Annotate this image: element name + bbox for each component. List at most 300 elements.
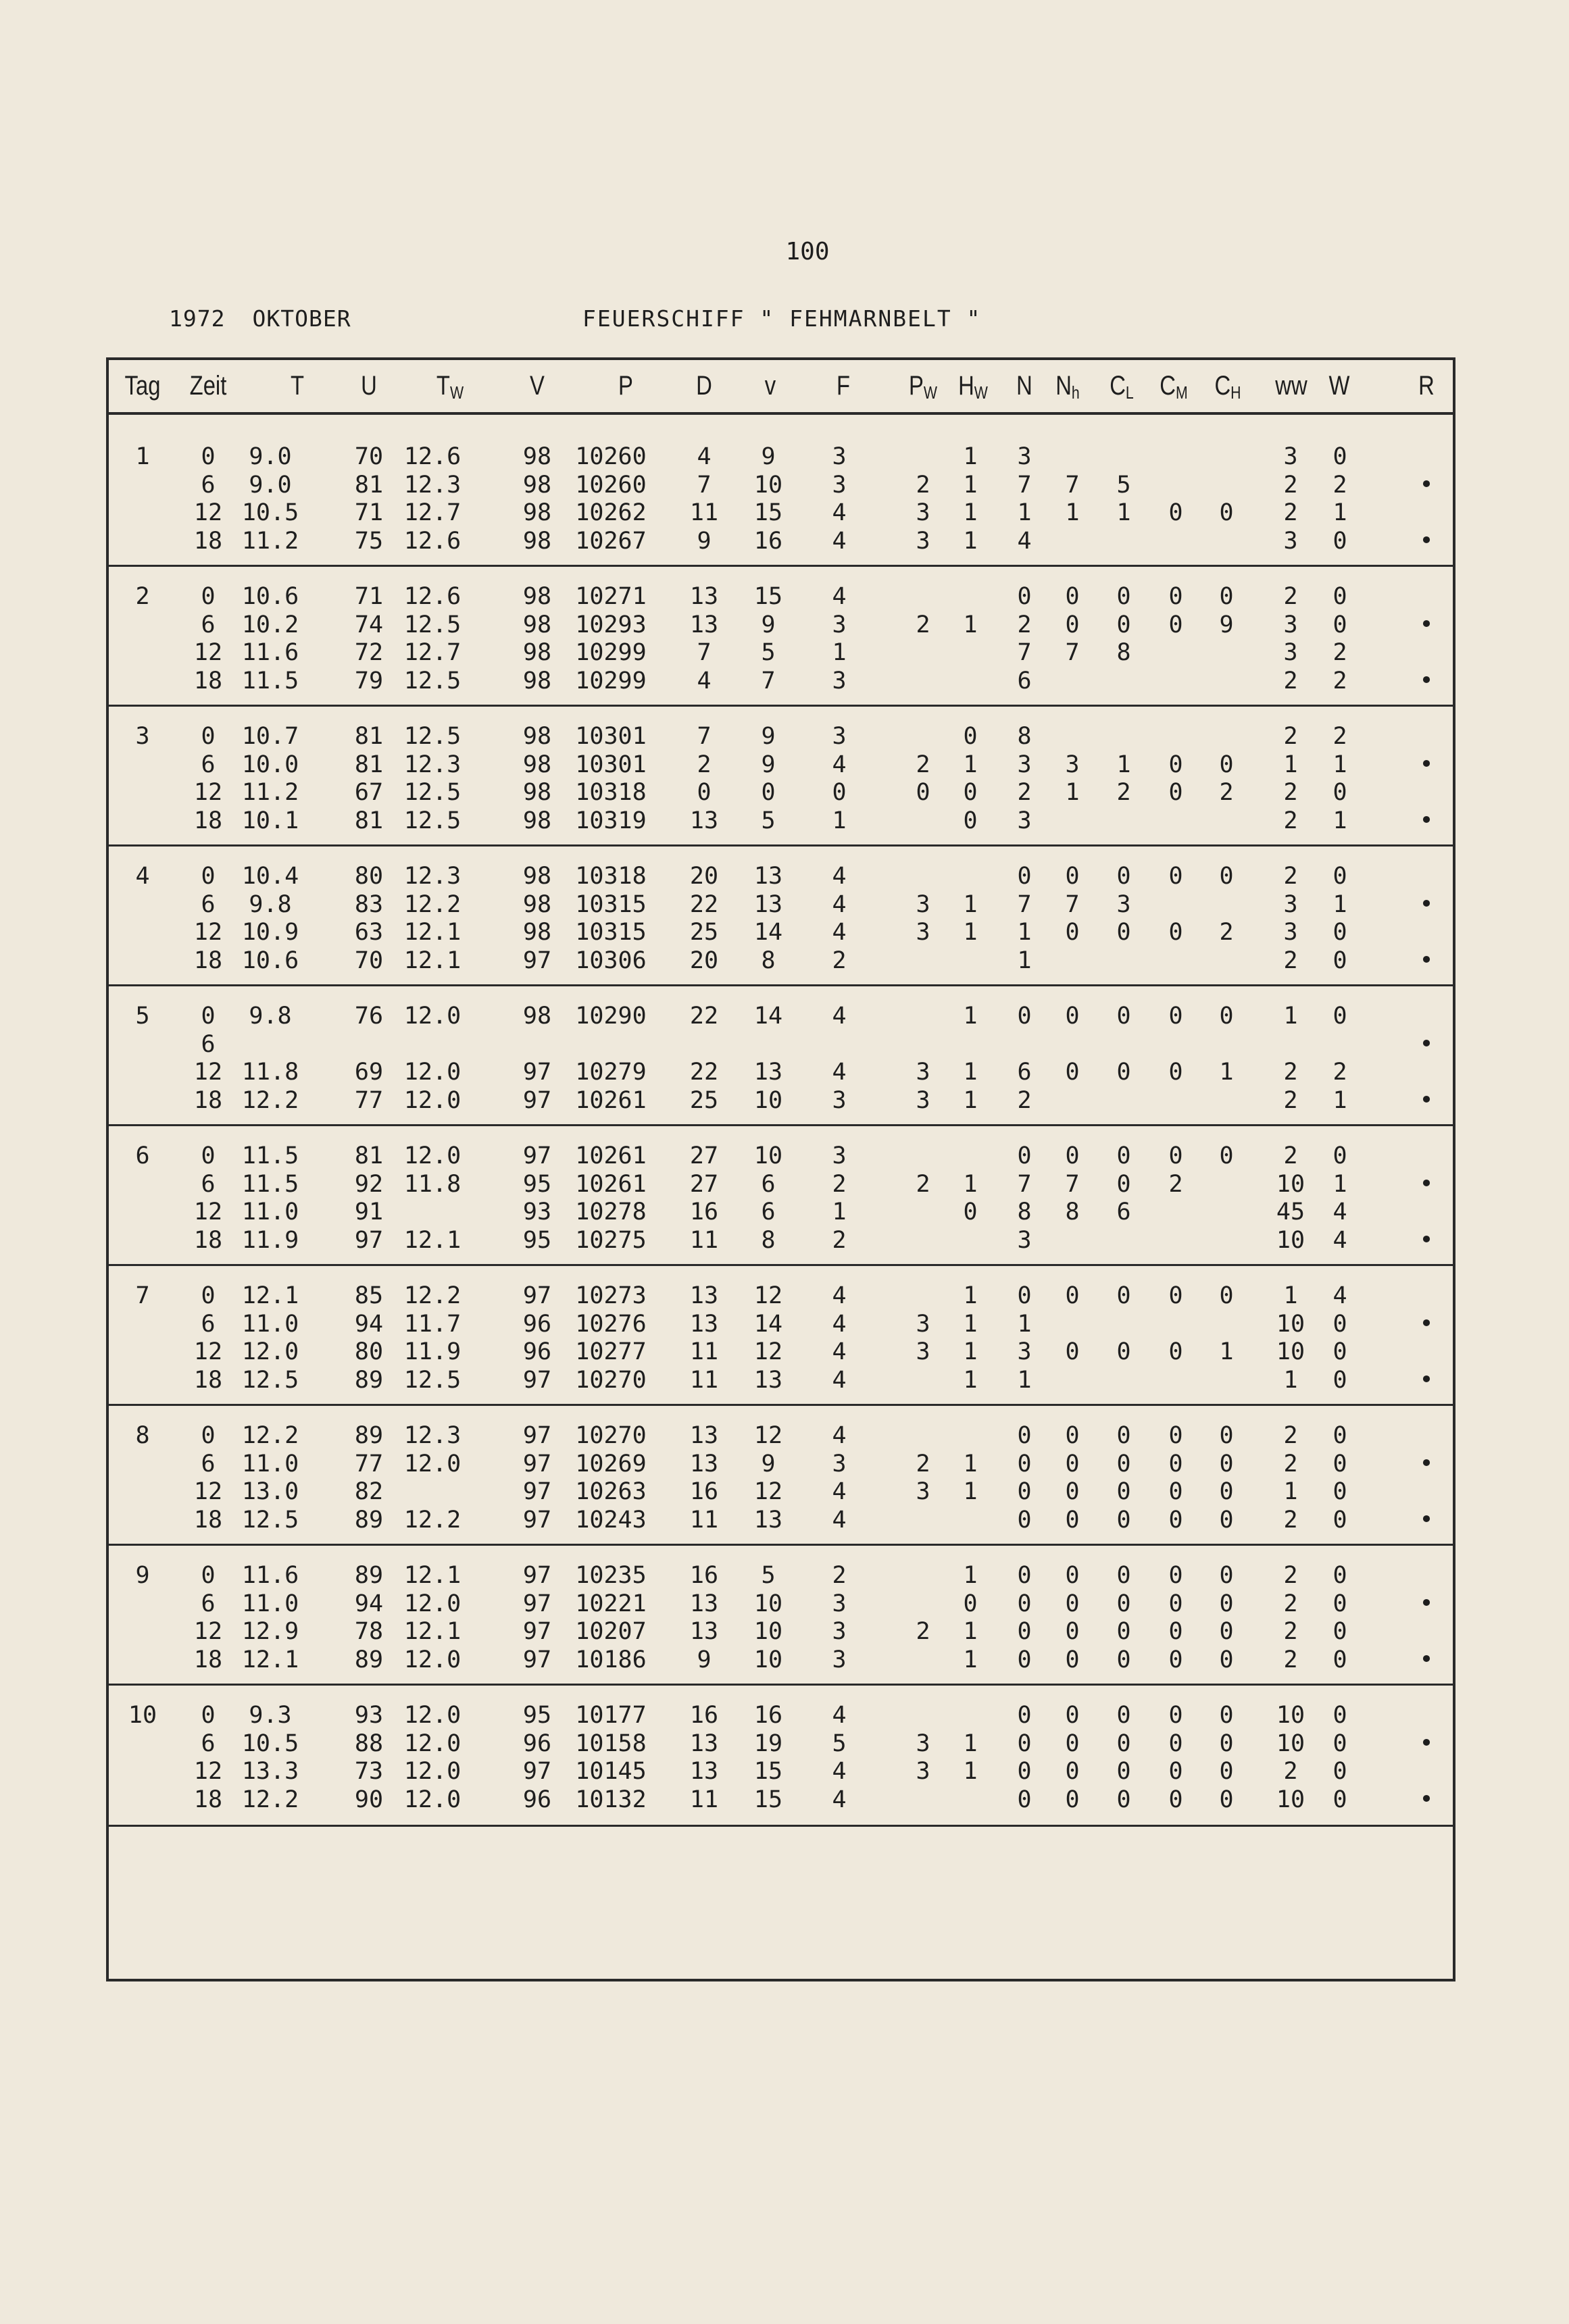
table-cell-w: 0 xyxy=(1333,1618,1347,1645)
day-separator xyxy=(109,705,1453,707)
table-cell-u: 75 xyxy=(354,527,384,555)
table-cell-cl: 0 xyxy=(1116,1590,1131,1617)
table-cell-tw: 12.0 xyxy=(403,1758,462,1785)
table-cell-zeit: 6 xyxy=(201,751,216,778)
table-cell-cl: 3 xyxy=(1116,890,1131,918)
table-cell-n: 1 xyxy=(1017,919,1032,946)
table-cell-v: 15 xyxy=(753,1786,783,1813)
table-cell-v: 97 xyxy=(522,1618,552,1645)
table-cell-t: 10.7 xyxy=(241,723,299,750)
table-cell-u: 89 xyxy=(354,1506,384,1534)
table-cell-w: 0 xyxy=(1333,527,1347,555)
table-cell-tw: 12.0 xyxy=(403,1590,462,1617)
table-cell-w: 1 xyxy=(1333,1086,1347,1114)
day-separator xyxy=(109,984,1453,986)
table-cell-n: 3 xyxy=(1017,443,1032,470)
table-cell-d: 13 xyxy=(689,611,719,638)
table-cell-d: 11 xyxy=(689,1226,719,1254)
table-cell-pw: 3 xyxy=(916,1338,930,1365)
table-cell-f: 3 xyxy=(832,723,847,750)
table-cell-ww: 2 xyxy=(1283,807,1298,834)
day-number: 5 xyxy=(135,1003,150,1030)
table-cell-ww: 2 xyxy=(1283,779,1298,806)
table-cell-d: 4 xyxy=(697,667,712,694)
table-cell-f: 1 xyxy=(832,639,847,666)
table-cell-u: 71 xyxy=(354,583,384,610)
table-cell-pw: 3 xyxy=(916,890,930,918)
table-cell-cl: 0 xyxy=(1116,863,1131,890)
table-cell-t: 9.8 xyxy=(249,890,292,918)
table-cell-hw: 0 xyxy=(963,723,978,750)
table-cell-tw: 12.0 xyxy=(403,1059,462,1086)
table-cell-cl: 1 xyxy=(1116,499,1131,526)
table-cell-zeit: 6 xyxy=(201,890,216,918)
table-cell-f: 2 xyxy=(832,946,847,974)
table-cell-ww: 45 xyxy=(1276,1198,1305,1226)
table-cell-ch: 0 xyxy=(1219,1646,1234,1673)
table-cell-cl: 2 xyxy=(1116,779,1131,806)
table-cell-v: 7 xyxy=(761,667,776,694)
table-cell-v: 98 xyxy=(522,1003,552,1030)
table-cell-t: 11.6 xyxy=(241,639,299,666)
table-cell-v: 9 xyxy=(761,443,776,470)
table-cell-v: 98 xyxy=(522,863,552,890)
table-cell-nh: 3 xyxy=(1065,751,1080,778)
table-cell-v: 12 xyxy=(753,1338,783,1365)
table-cell-w: 1 xyxy=(1333,1170,1347,1198)
table-cell-t: 10.1 xyxy=(241,807,299,834)
table-cell-zeit: 6 xyxy=(201,1729,216,1757)
header-year: 1972 xyxy=(169,305,226,332)
table-cell-u: 72 xyxy=(354,639,384,666)
table-cell-t: 12.2 xyxy=(241,1422,299,1449)
table-cell-p: 10261 xyxy=(575,1142,647,1169)
table-cell-p: 10306 xyxy=(575,946,647,974)
table-cell-ch: 0 xyxy=(1219,751,1234,778)
table-cell-tw: 12.5 xyxy=(403,611,462,638)
table-cell-zeit: 18 xyxy=(193,1366,223,1394)
table-cell-zeit: 18 xyxy=(193,1086,223,1114)
table-cell-pw: 3 xyxy=(916,1310,930,1338)
table-cell-t: 10.2 xyxy=(241,611,299,638)
table-cell-t: 11.2 xyxy=(241,779,299,806)
table-cell-cm: 0 xyxy=(1168,1506,1183,1534)
table-cell-zeit: 0 xyxy=(201,1562,216,1589)
table-cell-u: 88 xyxy=(354,1729,384,1757)
table-cell-f: 1 xyxy=(832,807,847,834)
table-cell-r: • xyxy=(1419,1729,1434,1757)
table-cell-zeit: 18 xyxy=(193,1786,223,1813)
table-cell-hw: 1 xyxy=(963,1729,978,1757)
table-cell-f: 2 xyxy=(832,1170,847,1198)
table-cell-nh: 0 xyxy=(1065,1758,1080,1785)
table-cell-cl: 0 xyxy=(1116,1338,1131,1365)
table-cell-hw: 1 xyxy=(963,1003,978,1030)
table-cell-w: 2 xyxy=(1333,1059,1347,1086)
table-cell-tw: 12.1 xyxy=(403,1618,462,1645)
table-cell-nh: 7 xyxy=(1065,890,1080,918)
table-cell-nh: 7 xyxy=(1065,471,1080,499)
table-cell-r: • xyxy=(1419,890,1434,918)
table-cell-d: 11 xyxy=(689,1338,719,1365)
table-cell-zeit: 18 xyxy=(193,667,223,694)
column-header-cm: CM xyxy=(1160,371,1188,403)
table-cell-v: 98 xyxy=(522,639,552,666)
table-cell-p: 10271 xyxy=(575,583,647,610)
table-cell-d: 13 xyxy=(689,1310,719,1338)
column-header-tag: Tag xyxy=(124,371,161,401)
table-cell-ch: 0 xyxy=(1219,1729,1234,1757)
table-cell-f: 3 xyxy=(832,1142,847,1169)
table-cell-t: 12.0 xyxy=(241,1338,299,1365)
table-cell-f: 3 xyxy=(832,471,847,499)
table-cell-u: 90 xyxy=(354,1786,384,1813)
day-separator xyxy=(109,1684,1453,1686)
table-cell-ww: 2 xyxy=(1283,1086,1298,1114)
table-cell-v: 10 xyxy=(753,1646,783,1673)
table-cell-v: 10 xyxy=(753,471,783,499)
table-cell-w: 0 xyxy=(1333,611,1347,638)
page-number: 100 xyxy=(785,238,830,266)
table-cell-ww: 10 xyxy=(1276,1226,1305,1254)
table-cell-cm: 0 xyxy=(1168,779,1183,806)
table-cell-t: 11.5 xyxy=(241,1170,299,1198)
table-cell-tw: 12.7 xyxy=(403,499,462,526)
table-cell-n: 2 xyxy=(1017,1086,1032,1114)
table-cell-ww: 10 xyxy=(1276,1170,1305,1198)
table-cell-t: 12.9 xyxy=(241,1618,299,1645)
table-cell-p: 10261 xyxy=(575,1086,647,1114)
table-cell-p: 10318 xyxy=(575,779,647,806)
table-cell-zeit: 18 xyxy=(193,527,223,555)
table-cell-f: 3 xyxy=(832,1618,847,1645)
table-cell-p: 10315 xyxy=(575,890,647,918)
table-cell-v: 9 xyxy=(761,611,776,638)
table-cell-hw: 1 xyxy=(963,1170,978,1198)
table-cell-r: • xyxy=(1419,527,1434,555)
table-cell-t: 10.9 xyxy=(241,919,299,946)
table-cell-tw: 12.0 xyxy=(403,1646,462,1673)
table-cell-u: 83 xyxy=(354,890,384,918)
table-cell-d: 11 xyxy=(689,1506,719,1534)
table-cell-v: 97 xyxy=(522,1282,552,1309)
table-cell-n: 0 xyxy=(1017,1702,1032,1729)
table-cell-v: 98 xyxy=(522,890,552,918)
table-cell-r: • xyxy=(1419,1450,1434,1477)
table-cell-ch: 0 xyxy=(1219,583,1234,610)
column-header-f: F xyxy=(836,371,851,401)
table-cell-p: 10132 xyxy=(575,1786,647,1813)
table-cell-d: 13 xyxy=(689,1282,719,1309)
table-cell-v: 96 xyxy=(522,1729,552,1757)
table-cell-cm: 0 xyxy=(1168,1729,1183,1757)
table-cell-tw: 12.3 xyxy=(403,1422,462,1449)
table-cell-p: 10262 xyxy=(575,499,647,526)
table-cell-p: 10299 xyxy=(575,667,647,694)
table-cell-r: • xyxy=(1419,1786,1434,1813)
table-cell-w: 0 xyxy=(1333,1003,1347,1030)
column-header-hw: HW xyxy=(958,371,988,403)
table-cell-ch: 0 xyxy=(1219,1786,1234,1813)
table-cell-tw: 12.6 xyxy=(403,583,462,610)
table-cell-d: 13 xyxy=(689,1729,719,1757)
table-cell-v: 16 xyxy=(753,1702,783,1729)
table-cell-nh: 0 xyxy=(1065,1003,1080,1030)
table-cell-d: 20 xyxy=(689,863,719,890)
table-cell-cl: 0 xyxy=(1116,1003,1131,1030)
table-cell-w: 0 xyxy=(1333,1338,1347,1365)
table-cell-hw: 0 xyxy=(963,807,978,834)
table-cell-pw: 0 xyxy=(916,779,930,806)
table-cell-cm: 0 xyxy=(1168,1450,1183,1477)
table-cell-v: 13 xyxy=(753,1059,783,1086)
table-cell-d: 13 xyxy=(689,1450,719,1477)
table-cell-w: 0 xyxy=(1333,583,1347,610)
table-cell-cl: 0 xyxy=(1116,1562,1131,1589)
table-cell-v: 98 xyxy=(522,751,552,778)
table-cell-cm: 0 xyxy=(1168,1059,1183,1086)
table-cell-f: 3 xyxy=(832,1590,847,1617)
table-cell-w: 0 xyxy=(1333,1562,1347,1589)
table-cell-v: 9 xyxy=(761,723,776,750)
table-cell-u: 81 xyxy=(354,723,384,750)
table-cell-cm: 0 xyxy=(1168,1003,1183,1030)
table-cell-zeit: 0 xyxy=(201,1142,216,1169)
column-header-t: T xyxy=(290,371,305,401)
table-cell-v: 15 xyxy=(753,583,783,610)
table-cell-v: 19 xyxy=(753,1729,783,1757)
table-cell-v: 97 xyxy=(522,1506,552,1534)
table-cell-tw: 12.0 xyxy=(403,1450,462,1477)
table-cell-zeit: 6 xyxy=(201,1590,216,1617)
table-cell-n: 7 xyxy=(1017,890,1032,918)
table-cell-ww: 2 xyxy=(1283,1506,1298,1534)
table-cell-tw: 12.0 xyxy=(403,1702,462,1729)
column-header-cl: CL xyxy=(1110,371,1134,403)
table-cell-v: 97 xyxy=(522,1086,552,1114)
table-cell-p: 10299 xyxy=(575,639,647,666)
table-cell-hw: 1 xyxy=(963,1338,978,1365)
table-cell-cm: 0 xyxy=(1168,1646,1183,1673)
table-cell-nh: 7 xyxy=(1065,1170,1080,1198)
table-cell-n: 7 xyxy=(1017,639,1032,666)
table-cell-t: 11.5 xyxy=(241,1142,299,1169)
table-cell-v: 8 xyxy=(761,1226,776,1254)
table-cell-ch: 2 xyxy=(1219,779,1234,806)
table-cell-w: 0 xyxy=(1333,1366,1347,1394)
table-cell-pw: 3 xyxy=(916,1478,930,1505)
table-cell-p: 10260 xyxy=(575,471,647,499)
table-cell-p: 10275 xyxy=(575,1226,647,1254)
table-cell-w: 4 xyxy=(1333,1198,1347,1226)
table-cell-pw: 2 xyxy=(916,1618,930,1645)
table-cell-pw: 2 xyxy=(916,471,930,499)
table-cell-pw: 2 xyxy=(916,611,930,638)
table-cell-n: 6 xyxy=(1017,1059,1032,1086)
table-cell-ww: 10 xyxy=(1276,1729,1305,1757)
column-header-w: W xyxy=(1328,371,1350,401)
table-cell-d: 7 xyxy=(697,471,712,499)
table-cell-u: 89 xyxy=(354,1366,384,1394)
table-cell-zeit: 0 xyxy=(201,1422,216,1449)
table-cell-v: 6 xyxy=(761,1198,776,1226)
table-cell-nh: 0 xyxy=(1065,863,1080,890)
day-number: 7 xyxy=(135,1282,150,1309)
table-cell-hw: 1 xyxy=(963,471,978,499)
table-cell-n: 0 xyxy=(1017,1282,1032,1309)
table-cell-d: 13 xyxy=(689,1422,719,1449)
table-cell-w: 0 xyxy=(1333,1786,1347,1813)
table-cell-w: 0 xyxy=(1333,1646,1347,1673)
table-cell-p: 10319 xyxy=(575,807,647,834)
table-cell-cm: 0 xyxy=(1168,611,1183,638)
day-separator xyxy=(109,1264,1453,1266)
table-cell-nh: 1 xyxy=(1065,499,1080,526)
table-cell-p: 10243 xyxy=(575,1506,647,1534)
table-cell-cl: 6 xyxy=(1116,1198,1131,1226)
table-cell-w: 2 xyxy=(1333,471,1347,499)
table-cell-n: 4 xyxy=(1017,527,1032,555)
table-cell-ww: 2 xyxy=(1283,1646,1298,1673)
table-cell-p: 10186 xyxy=(575,1646,647,1673)
day-separator xyxy=(109,565,1453,567)
table-cell-f: 4 xyxy=(832,527,847,555)
table-cell-hw: 0 xyxy=(963,779,978,806)
table-cell-p: 10290 xyxy=(575,1003,647,1030)
table-cell-r: • xyxy=(1419,1646,1434,1673)
table-cell-p: 10235 xyxy=(575,1562,647,1589)
table-cell-f: 4 xyxy=(832,1422,847,1449)
table-cell-cl: 0 xyxy=(1116,1618,1131,1645)
table-cell-t: 12.2 xyxy=(241,1786,299,1813)
table-cell-hw: 1 xyxy=(963,1618,978,1645)
table-cell-p: 10261 xyxy=(575,1170,647,1198)
table-cell-v: 97 xyxy=(522,1450,552,1477)
column-header-n: N xyxy=(1016,371,1032,401)
table-cell-t: 11.0 xyxy=(241,1198,299,1226)
table-cell-u: 79 xyxy=(354,667,384,694)
table-cell-n: 0 xyxy=(1017,1618,1032,1645)
table-cell-cm: 0 xyxy=(1168,1142,1183,1169)
table-cell-d: 13 xyxy=(689,583,719,610)
table-cell-d: 16 xyxy=(689,1478,719,1505)
table-cell-u: 74 xyxy=(354,611,384,638)
table-cell-v: 95 xyxy=(522,1226,552,1254)
table-cell-d: 2 xyxy=(697,751,712,778)
table-cell-r: • xyxy=(1419,667,1434,694)
table-cell-v: 12 xyxy=(753,1422,783,1449)
table-cell-zeit: 12 xyxy=(193,639,223,666)
table-cell-v: 97 xyxy=(522,1646,552,1673)
table-cell-hw: 1 xyxy=(963,1562,978,1589)
table-cell-f: 0 xyxy=(832,779,847,806)
table-cell-n: 6 xyxy=(1017,667,1032,694)
table-cell-u: 94 xyxy=(354,1590,384,1617)
table-cell-n: 3 xyxy=(1017,751,1032,778)
table-cell-hw: 1 xyxy=(963,527,978,555)
table-cell-w: 0 xyxy=(1333,863,1347,890)
table-cell-tw: 12.2 xyxy=(403,890,462,918)
table-cell-n: 3 xyxy=(1017,807,1032,834)
table-cell-d: 20 xyxy=(689,946,719,974)
table-cell-cm: 0 xyxy=(1168,499,1183,526)
table-cell-d: 25 xyxy=(689,919,719,946)
table-cell-n: 0 xyxy=(1017,1142,1032,1169)
table-cell-u: 71 xyxy=(354,499,384,526)
table-cell-zeit: 18 xyxy=(193,946,223,974)
table-cell-n: 0 xyxy=(1017,1478,1032,1505)
table-cell-v: 13 xyxy=(753,890,783,918)
table-cell-cl: 0 xyxy=(1116,1646,1131,1673)
table-cell-zeit: 12 xyxy=(193,1338,223,1365)
table-cell-zeit: 6 xyxy=(201,1030,216,1058)
table-cell-pw: 3 xyxy=(916,1729,930,1757)
table-cell-zeit: 12 xyxy=(193,1618,223,1645)
table-cell-r: • xyxy=(1419,1366,1434,1394)
table-cell-zeit: 18 xyxy=(193,1646,223,1673)
table-cell-tw: 12.5 xyxy=(403,779,462,806)
table-cell-zeit: 12 xyxy=(193,919,223,946)
table-cell-ww: 2 xyxy=(1283,1059,1298,1086)
table-cell-tw: 12.5 xyxy=(403,723,462,750)
table-cell-f: 4 xyxy=(832,1786,847,1813)
table-cell-v: 98 xyxy=(522,611,552,638)
table-cell-cm: 0 xyxy=(1168,1478,1183,1505)
table-cell-hw: 1 xyxy=(963,1086,978,1114)
table-cell-v: 5 xyxy=(761,1562,776,1589)
table-cell-v: 96 xyxy=(522,1786,552,1813)
table-cell-w: 1 xyxy=(1333,807,1347,834)
table-cell-w: 0 xyxy=(1333,779,1347,806)
table-cell-ww: 10 xyxy=(1276,1310,1305,1338)
table-cell-hw: 1 xyxy=(963,1478,978,1505)
table-cell-p: 10270 xyxy=(575,1366,647,1394)
table-cell-ch: 0 xyxy=(1219,863,1234,890)
table-cell-p: 10221 xyxy=(575,1590,647,1617)
header-title: FEUERSCHIFF " FEHMARNBELT " xyxy=(582,305,982,332)
table-cell-w: 4 xyxy=(1333,1282,1347,1309)
table-cell-v: 0 xyxy=(761,779,776,806)
table-cell-ww: 1 xyxy=(1283,1282,1298,1309)
table-cell-nh: 0 xyxy=(1065,1786,1080,1813)
table-cell-d: 22 xyxy=(689,1003,719,1030)
table-cell-nh: 0 xyxy=(1065,1059,1080,1086)
table-cell-zeit: 12 xyxy=(193,1758,223,1785)
table-cell-u: 97 xyxy=(354,1226,384,1254)
column-header-u: U xyxy=(361,371,377,401)
table-cell-n: 0 xyxy=(1017,1729,1032,1757)
table-cell-f: 4 xyxy=(832,1506,847,1534)
table-cell-ch: 1 xyxy=(1219,1059,1234,1086)
table-cell-v: 95 xyxy=(522,1170,552,1198)
table-cell-v: 13 xyxy=(753,1506,783,1534)
table-cell-d: 13 xyxy=(689,1590,719,1617)
table-cell-v: 12 xyxy=(753,1478,783,1505)
table-cell-cm: 0 xyxy=(1168,1338,1183,1365)
table-cell-w: 0 xyxy=(1333,1758,1347,1785)
table-cell-hw: 1 xyxy=(963,1646,978,1673)
table-cell-nh: 0 xyxy=(1065,1450,1080,1477)
table-cell-n: 0 xyxy=(1017,1450,1032,1477)
table-cell-u: 81 xyxy=(354,807,384,834)
table-cell-ch: 0 xyxy=(1219,1758,1234,1785)
table-cell-v: 93 xyxy=(522,1198,552,1226)
column-header-tw: TW xyxy=(436,371,464,403)
header-month: OKTOBER xyxy=(252,305,351,332)
table-cell-n: 0 xyxy=(1017,1562,1032,1589)
table-cell-zeit: 0 xyxy=(201,723,216,750)
table-cell-f: 4 xyxy=(832,1338,847,1365)
